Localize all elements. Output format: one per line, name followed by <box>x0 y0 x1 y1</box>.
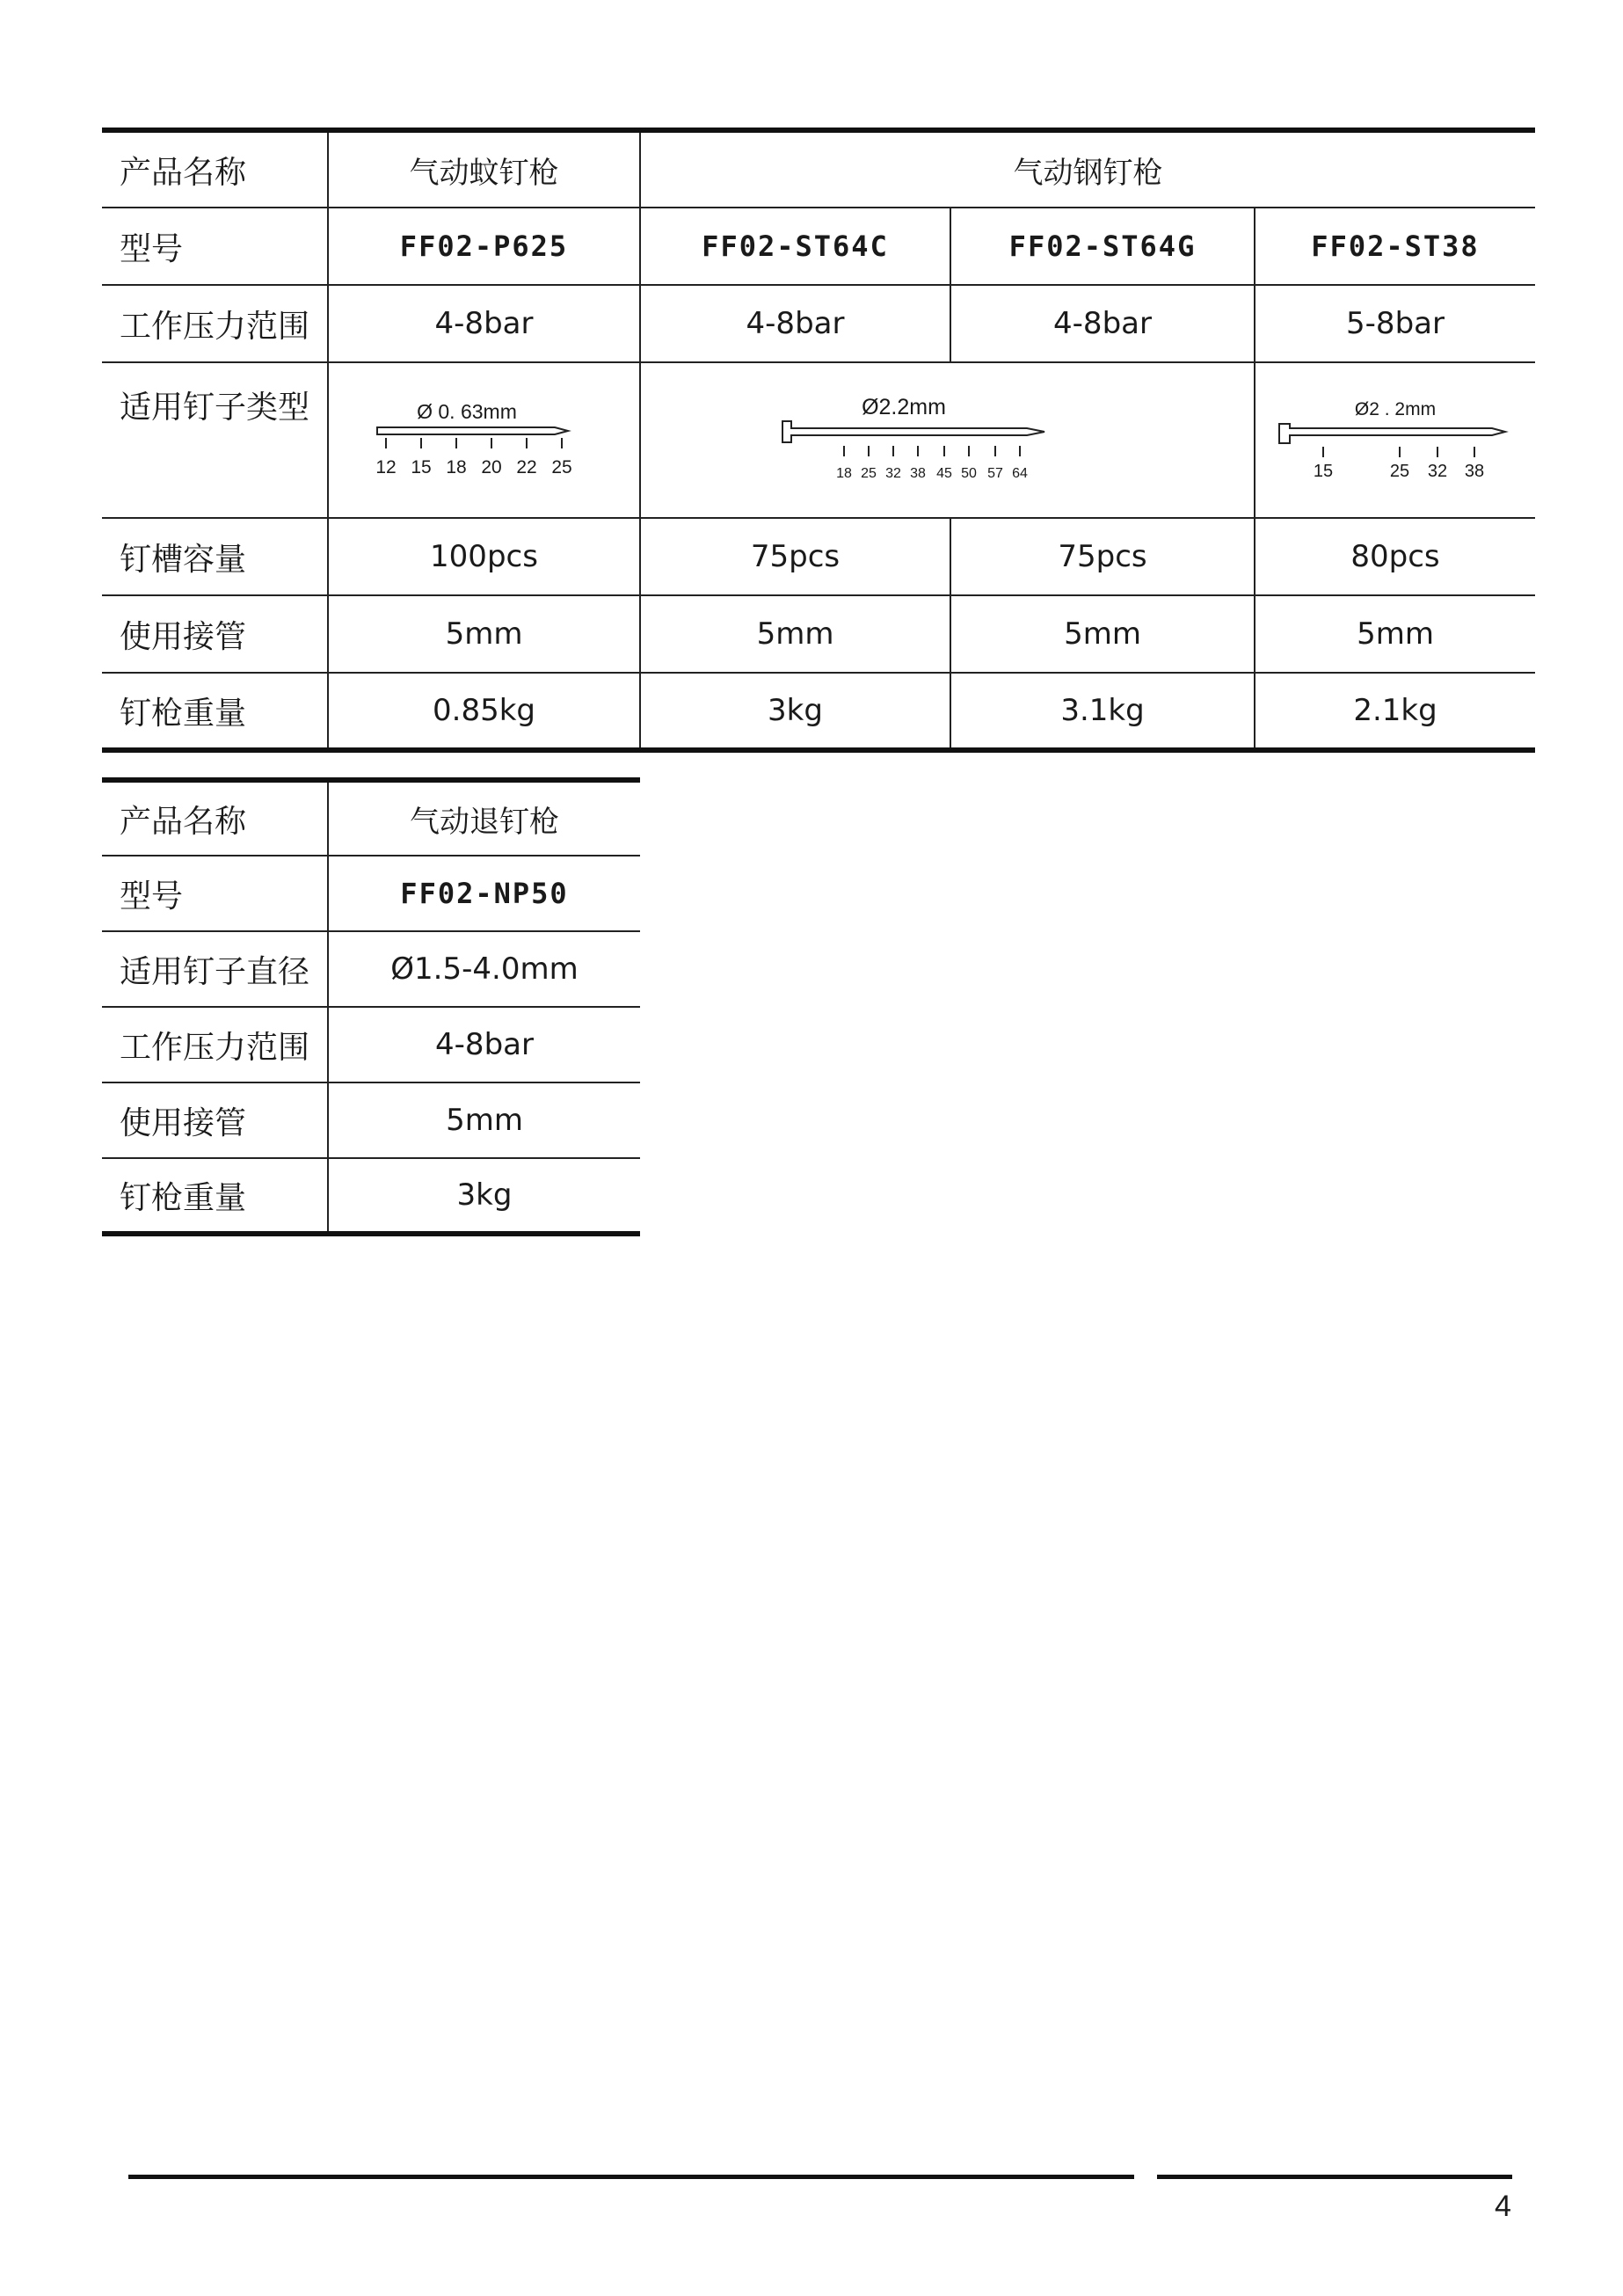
row-pressure <box>102 1007 640 1082</box>
label-model: 型号 <box>102 208 328 285</box>
model-cell: FF02-ST38 <box>1255 208 1535 285</box>
label-product-name: 产品名称 <box>102 130 328 208</box>
length-tick-label: 38 <box>909 465 926 481</box>
model-cell: FF02-NP50 <box>328 856 640 931</box>
length-tick-label: 50 <box>960 465 977 481</box>
row-weight <box>102 673 1535 750</box>
short-steel-nail-icon <box>1279 424 1505 443</box>
label-weight: 钉枪重量 <box>120 695 247 732</box>
product-steel-nailer: 气动钢钉枪 <box>640 130 1535 208</box>
row-model <box>102 856 640 931</box>
model-cell: FF02-ST64G <box>950 208 1255 285</box>
label-hose: 使用接管 <box>102 595 328 673</box>
nail-figure-cell-3 <box>1255 362 1535 518</box>
row-product-name <box>102 780 640 856</box>
row-nail-type <box>102 362 1535 518</box>
weight-cell: 3kg <box>640 673 950 750</box>
hose-cell: 5mm <box>1255 595 1535 673</box>
nail-diameter-cell: Ø1.5-4.0mm <box>328 931 640 1007</box>
footer-rule <box>1157 2175 1512 2179</box>
pressure-cell: 4-8bar <box>640 285 950 362</box>
nail-figure-cell-1 <box>328 362 640 518</box>
label-pressure: 工作压力范围 <box>102 285 328 362</box>
magazine-cell: 75pcs <box>950 518 1255 595</box>
spec-table-nail-guns <box>102 128 1535 753</box>
length-tick-label: 45 <box>935 465 952 481</box>
model-cell: FF02-P625 <box>328 208 640 285</box>
label-magazine: 钉槽容量 <box>102 518 328 595</box>
footer-rule <box>128 2175 1134 2179</box>
steel-nail-icon <box>782 421 1044 442</box>
length-tick-label: 12 <box>375 456 397 477</box>
pressure-cell: 5-8bar <box>1255 285 1535 362</box>
row-product-name <box>102 130 1535 208</box>
row-hose <box>102 1082 640 1158</box>
length-tick-label: 15 <box>1313 461 1334 481</box>
model-cell: FF02-ST64C <box>640 208 950 285</box>
label-nail-type: 适用钉子类型 <box>102 362 328 518</box>
label-weight: 钉枪重量 <box>120 1179 247 1216</box>
hose-cell: 5mm <box>328 1082 640 1158</box>
brad-nail-icon <box>377 427 568 434</box>
weight-cell: 2.1kg <box>1255 673 1535 750</box>
length-tick-label: 22 <box>515 456 537 477</box>
label-pressure: 工作压力范围 <box>102 1007 328 1082</box>
length-tick-label: 15 <box>410 456 432 477</box>
hose-cell: 5mm <box>640 595 950 673</box>
magazine-cell: 80pcs <box>1255 518 1535 595</box>
row-nail-diameter <box>102 931 640 1007</box>
length-tick-label: 25 <box>1389 461 1410 481</box>
pressure-cell: 4-8bar <box>950 285 1255 362</box>
nail-diameter-label: Ø2.2mm <box>861 394 946 419</box>
length-tick-label: 25 <box>860 465 877 481</box>
length-tick-label: 38 <box>1464 461 1485 481</box>
nail-figure-cell-2 <box>640 362 1255 518</box>
weight-cell: 3.1kg <box>950 673 1255 750</box>
spec-table-nail-puller <box>102 777 640 1236</box>
nail-diameter-label: Ø2 . 2mm <box>1354 398 1437 419</box>
magazine-cell: 100pcs <box>328 518 640 595</box>
length-tick-label: 64 <box>1011 465 1028 481</box>
length-tick-label: 57 <box>986 465 1003 481</box>
length-tick-label: 32 <box>884 465 901 481</box>
product-brad-nailer: 气动蚊钉枪 <box>328 130 640 208</box>
nail-diameter-label: Ø 0. 63mm <box>416 399 517 423</box>
magazine-cell: 75pcs <box>640 518 950 595</box>
label-hose: 使用接管 <box>102 1082 328 1158</box>
page-number: 4 <box>1495 2190 1511 2223</box>
length-tick-label: 20 <box>480 456 502 477</box>
row-weight <box>102 1158 640 1234</box>
row-hose <box>102 595 1535 673</box>
length-tick-label: 18 <box>835 465 852 481</box>
nail-figure-short-steel <box>1263 392 1527 489</box>
row-pressure <box>102 285 1535 362</box>
nail-figure-steel <box>737 388 1159 493</box>
label-model: 型号 <box>102 856 328 931</box>
nail-figure-brad <box>370 392 599 489</box>
label-product-name: 产品名称 <box>102 780 328 856</box>
pressure-cell: 4-8bar <box>328 285 640 362</box>
hose-cell: 5mm <box>950 595 1255 673</box>
weight-cell: 0.85kg <box>328 673 640 750</box>
hose-cell: 5mm <box>328 595 640 673</box>
length-tick-label: 25 <box>550 456 572 477</box>
length-tick-label: 18 <box>445 456 467 477</box>
length-tick-label: 32 <box>1427 461 1448 481</box>
product-nail-puller: 气动退钉枪 <box>328 780 640 856</box>
weight-cell: 3kg <box>328 1158 640 1234</box>
row-magazine <box>102 518 1535 595</box>
label-nail-diameter: 适用钉子直径 <box>102 931 328 1007</box>
pressure-cell: 4-8bar <box>328 1007 640 1082</box>
row-model <box>102 208 1535 285</box>
